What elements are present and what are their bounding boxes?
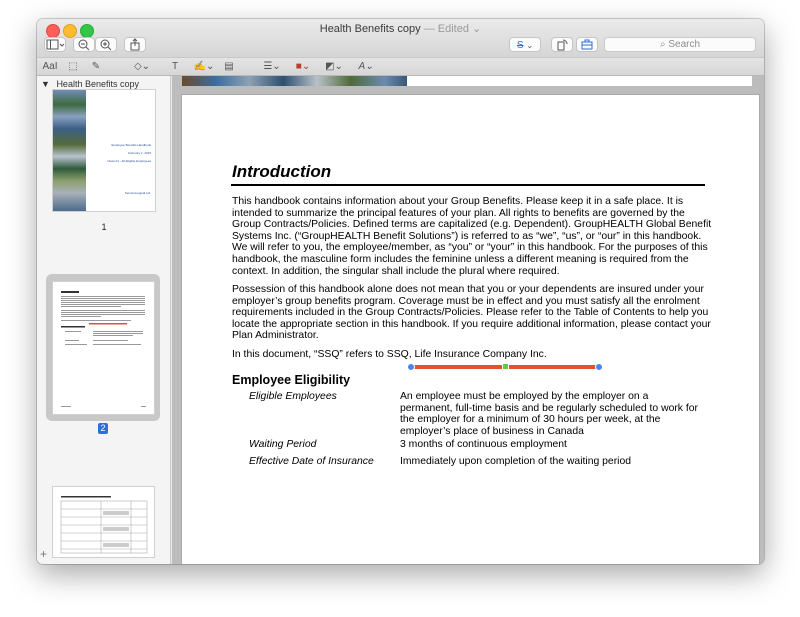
page-thumbnail-3[interactable] <box>53 487 154 557</box>
text-selection-tool[interactable]: AaI <box>42 61 58 72</box>
previous-page-bottom <box>182 76 752 86</box>
zoom-in-icon <box>99 38 113 51</box>
fill-color-tool[interactable]: ◩⌄ <box>325 61 343 72</box>
add-page-button[interactable]: + <box>40 547 48 561</box>
rect-selection-tool[interactable]: ⬚ <box>68 61 78 72</box>
window-title <box>37 22 764 35</box>
search-placeholder: Search <box>668 39 701 50</box>
eligible-employees-value: An employee must be employed by the employer on a permanent, full-time basis and be regularly scheduled to work for the employer for a minimum of 30 hours per week, at the employer’s place of business in Canada <box>400 391 699 437</box>
waiting-period-label: Waiting Period <box>249 439 317 450</box>
page-number-2-selected: 2 <box>98 423 108 434</box>
page-number-1: 1 <box>101 222 107 232</box>
zoom-in-button[interactable] <box>95 37 117 52</box>
markup-toolbar-button[interactable] <box>576 37 598 52</box>
cover-title: Employee Benefits Handbook <box>111 143 151 147</box>
thumbnail-sidebar <box>37 76 171 564</box>
rotate-icon <box>555 38 569 51</box>
highlight-button[interactable] <box>509 37 541 52</box>
effective-date-value: Immediately upon completion of the waiting period <box>400 456 632 467</box>
cover-photo-strip <box>53 90 86 211</box>
cover-class: Class 01 - All Eligible Employees <box>107 159 151 163</box>
zoom-out-icon <box>77 38 91 51</box>
sidebar-toggle-button[interactable] <box>44 37 66 52</box>
rotate-button[interactable] <box>551 37 573 52</box>
strikethrough-icon: S <box>516 40 524 51</box>
shapes-tool[interactable]: ◇⌄ <box>133 61 151 72</box>
text-style-tool[interactable]: A⌄ <box>358 61 374 72</box>
shape-style-tool[interactable]: ☰⌄ <box>263 61 281 72</box>
sidebar-doc-name: Health Benefits copy <box>56 79 139 89</box>
effective-date-label: Effective Date of Insurance <box>249 456 374 467</box>
toolbox-icon <box>580 38 594 51</box>
text-tool[interactable]: T <box>171 61 179 72</box>
line-start-handle[interactable] <box>407 363 415 371</box>
document-view[interactable] <box>172 76 764 564</box>
note-tool[interactable]: ▤ <box>224 61 234 72</box>
intro-paragraph-3: In this document, “SSQ” refers to SSQ, Life Insurance Company Inc. <box>232 349 547 360</box>
preview-window <box>37 19 764 564</box>
search-icon: ⌕ <box>659 39 666 50</box>
section-heading-eligibility: Employee Eligibility <box>232 373 351 387</box>
sketch-tool[interactable]: ✎ <box>91 61 101 72</box>
intro-paragraph-1: This handbook contains information about your Group Benefits. Please keep it in a safe place. It is intended to summarize the principal features of your plan. All rights to benefits are governed by the Group Contracts/Policies. Defined terms are capitalized (e.g. Dependent). GroupHEALTH Global Benefit Systems Inc. (“GroupHEALTH Benefit Solutions”) is referred to as “we”, “us”, or “our” in this handbook. We will refer to you, the employee/member, as “you” or “your” in this handbook. For the purposes of this handbook, the masculine form includes the feminine unless a different meaning is required from the context. In addition, the singular shall include the plural where required. <box>232 196 712 277</box>
eligible-employees-label: Eligible Employees <box>249 391 337 402</box>
share-button[interactable] <box>124 37 146 52</box>
cover-company: Service/Logical Ltd. <box>124 191 151 195</box>
previous-page-photo-strip <box>182 76 407 86</box>
page-thumbnail-2[interactable] <box>53 282 154 414</box>
cover-date: February 1, 2015 <box>128 151 151 155</box>
section-heading-introduction: Introduction <box>232 162 332 181</box>
sidebar-doc-header[interactable] <box>41 79 139 89</box>
thumbnail-text-lines <box>53 282 154 414</box>
heading-rule <box>231 184 705 186</box>
search-field[interactable] <box>604 37 756 52</box>
share-icon <box>128 38 142 51</box>
document-page-2[interactable] <box>182 95 759 564</box>
disclosure-triangle-icon[interactable]: ▼ <box>41 79 50 89</box>
intro-paragraph-2: Possession of this handbook alone does not mean that you or your dependents are insured under your employer’s group benefits program. Coverage must be in effect and you must satisfy all the enrolment requirements included in the Group Contracts/Policies. Please refer to the Table of Contents to help you locate the appropriate section in this handbook. If you require additional information, please contact your Plan Administrator. <box>232 284 711 342</box>
edited-status[interactable]: — Edited ⌄ <box>423 23 482 35</box>
thumbnail-table <box>53 487 154 557</box>
title-bar <box>37 19 764 57</box>
waiting-period-value: 3 months of continuous employment <box>400 439 567 450</box>
document-title: Health Benefits copy <box>319 23 421 35</box>
sign-tool[interactable]: ✍⌄ <box>193 61 215 72</box>
chevron-down-icon: ⌄ <box>526 41 534 50</box>
line-end-handle[interactable] <box>595 363 603 371</box>
line-midpoint-handle[interactable] <box>502 363 509 370</box>
sidebar-icon <box>45 38 65 51</box>
border-color-tool[interactable]: ■⌄ <box>295 61 311 72</box>
markup-toolbar <box>37 57 764 76</box>
page-thumbnail-1[interactable] <box>53 90 155 211</box>
zoom-out-button[interactable] <box>73 37 95 52</box>
